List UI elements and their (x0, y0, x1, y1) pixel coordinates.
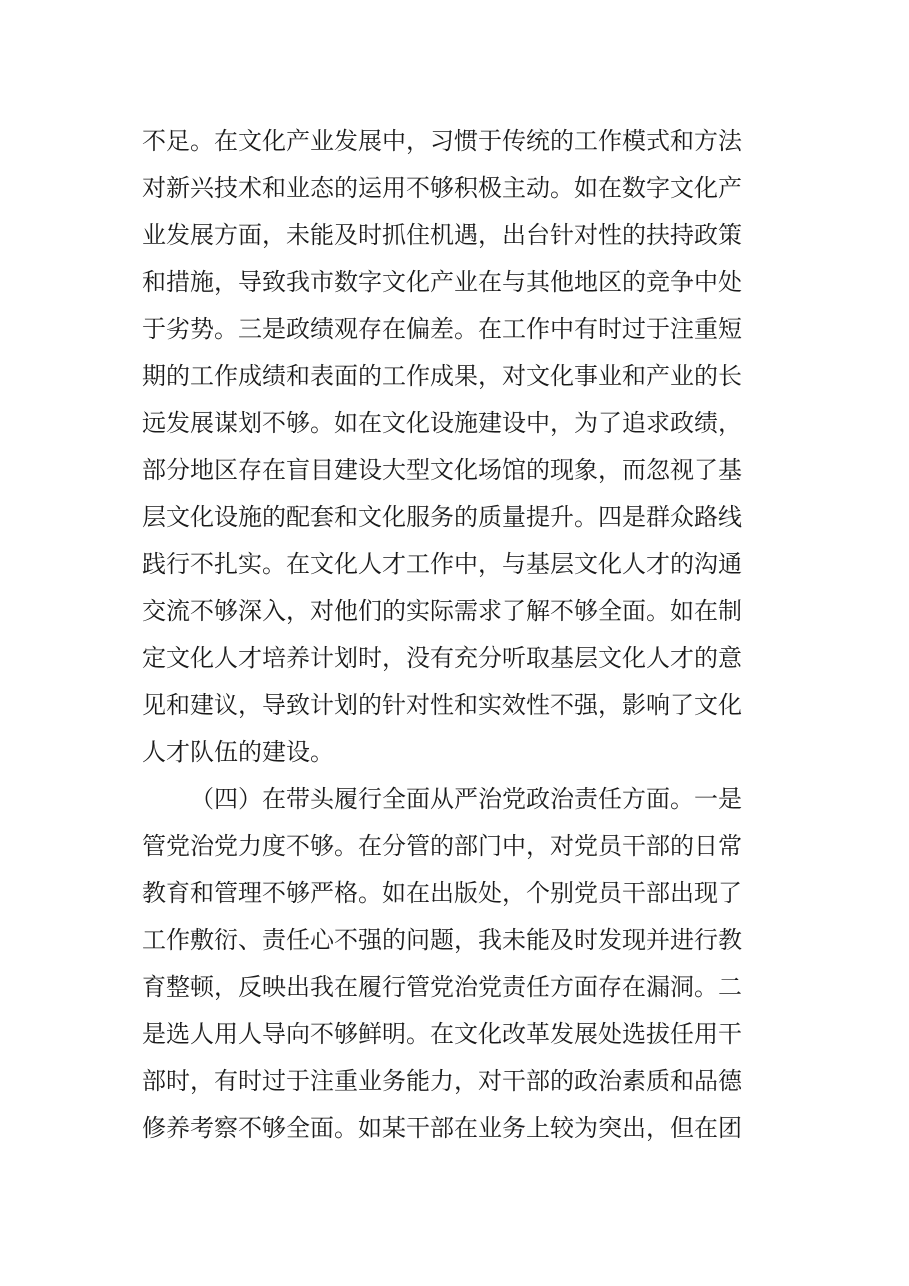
text-line: 业发展方面，未能及时抓住机遇，出台针对性的扶持政策 (142, 221, 742, 249)
section-heading-line: （四）在带头履行全面从严治党政治责任方面。一是 (190, 785, 742, 813)
text-line: 见和建议，导致计划的针对性和实效性不强，影响了文化 (142, 691, 742, 719)
text-line: 人才队伍的建设。 (142, 738, 334, 766)
text-line: 践行不扎实。在文化人才工作中，与基层文化人才的沟通 (142, 550, 742, 578)
text-line: 远发展谋划不够。如在文化设施建设中，为了追求政绩， (142, 409, 742, 437)
text-line: 期的工作成绩和表面的工作成果，对文化事业和产业的长 (142, 362, 742, 390)
text-line: 于劣势。三是政绩观存在偏差。在工作中有时过于注重短 (142, 315, 742, 343)
text-line: 工作敷衍、责任心不强的问题，我未能及时发现并进行教 (142, 926, 742, 954)
text-line: 不足。在文化产业发展中，习惯于传统的工作模式和方法 (142, 127, 742, 155)
text-line: 教育和管理不够严格。如在出版处，个别党员干部出现了 (142, 879, 742, 907)
text-line: 定文化人才培养计划时，没有充分听取基层文化人才的意 (142, 644, 742, 672)
text-line: 交流不够深入，对他们的实际需求了解不够全面。如在制 (142, 597, 742, 625)
text-line: 对新兴技术和业态的运用不够积极主动。如在数字文化产 (142, 174, 742, 202)
text-line: 管党治党力度不够。在分管的部门中，对党员干部的日常 (142, 832, 742, 860)
text-line: 是选人用人导向不够鲜明。在文化改革发展处选拔任用干 (142, 1020, 742, 1048)
text-line: 部分地区存在盲目建设大型文化场馆的现象，而忽视了基 (142, 456, 742, 484)
text-line: 部时，有时过于注重业务能力，对干部的政治素质和品德 (142, 1067, 742, 1095)
text-line: 修养考察不够全面。如某干部在业务上较为突出，但在团 (142, 1114, 742, 1142)
text-line: 育整顿，反映出我在履行管党治党责任方面存在漏洞。二 (142, 973, 742, 1001)
text-line: 和措施，导致我市数字文化产业在与其他地区的竞争中处 (142, 268, 742, 296)
text-line: 层文化设施的配套和文化服务的质量提升。四是群众路线 (142, 503, 742, 531)
